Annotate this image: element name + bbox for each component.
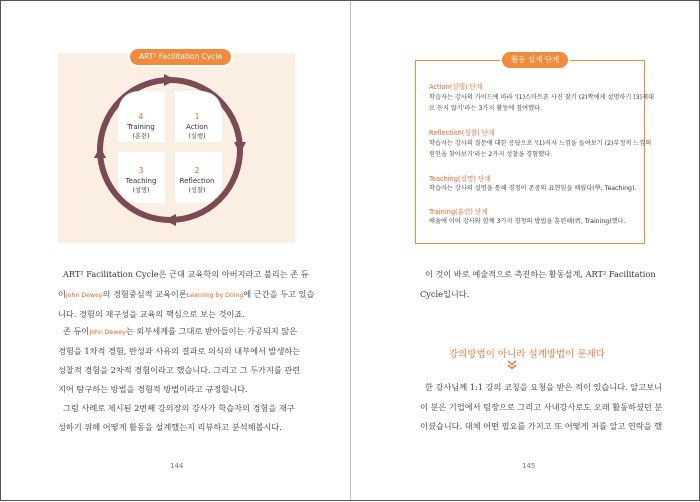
step-training-title: Training(훈련) 단계 [429,208,488,216]
quadrant-4-number: 4 [138,112,144,121]
step-action-line-1: 학습자는 강사의 가이드에 따라 '(1)스마트폰 사진 찾기 (2)짝에게 설명하기 (3)제대 [429,94,655,101]
quadrant-1-number: 1 [194,112,200,121]
quadrant-2-number: 2 [194,166,200,175]
double-chevron-down-icon [507,360,517,370]
step-reflection-line-1: 학습자는 강사의 질문에 대한 응답으로 '(1)저자 느낌을 들여보기 (2)부정적 느낌의 [429,140,652,147]
quadrant-2-korean: (성찰) [188,187,206,194]
john-dewey-inline-2: John Dewey [89,329,126,336]
l4-text-a: 존 듀이 [63,326,90,336]
arrowhead-top [164,74,176,86]
quadrant-1-name: Action [186,123,208,131]
right-body-line-1: 한 강사님께 1:1 강의 코칭을 요청을 받은 적이 있습니다. 알고보니 [425,382,662,392]
l2-text-b: 의 경험중심적 교육이론 [102,289,187,299]
l2-text-c: 에 근간을 두고 있습 [243,289,315,299]
left-body-line-6: 성찰적 경험을 2차적 경험이라고 했습니다. 그리고 그 두가지를 관련 [58,365,301,375]
quadrant-4-name: Training [127,123,155,131]
right-intro-line-1: 이 것이 바로 예술적으로 촉진하는 활동설계, ART² Facilitation [425,269,656,279]
left-body-line-4 [63,326,297,338]
step-action-line-2: 로 듣지 않기'라는 3가지 활동에 참여했다. [429,105,543,112]
right-body-line-2: 이 분은 기업에서 팀장으로 그리고 사내강사로도 오래 활동하셨던 분 [420,402,663,412]
page-number-right: 145 [522,462,536,470]
step-action-title: Action(실행) 단계 [429,83,483,91]
left-body-line-8: 그럼 사례로 제시된 2번째 강의장의 강사가 학습자의 경험을 재구 [63,403,295,413]
right-body-line-3: 이셨습니다. 대체 어떤 필요를 가지고 또 어떻게 저를 알고 연락을 했 [420,421,663,431]
right-intro-line-2: Cycle입니다. [420,289,470,299]
john-dewey-inline: John Dewey [65,292,103,299]
l4-text-b: 는 외부세계를 그대로 받아들이는 가공되지 않은 [125,326,298,336]
learning-by-doing-inline: Learning by Doing [186,292,244,299]
quadrant-2-name: Reflection [179,177,215,185]
step-training-line-1: 배움에 이어 강사와 함께 3가지 경청의 방법을 훈련해(習, Training)했다. [429,218,626,225]
arrowhead-right [234,142,246,154]
left-body-line-2 [58,289,314,301]
section-heading: 강의방법이 아니라 설계방법이 문제다 [449,349,605,360]
step-teaching-title: Teaching(설명) 단계 [429,175,491,183]
left-body-line-7: 지어 탐구하는 방법을 경험적 방법이라고 규정합니다. [58,384,248,394]
quadrant-3-korean: (설명) [132,187,150,194]
left-body-line-5: 경험을 1차적 경험, 반성과 사유의 결과로 의식의 내부에서 발생하는 [58,346,301,356]
left-body-line-9: 성하기 위해 어떻게 활동을 설계했는지 리뷰하고 분석해봅시다. [58,422,282,432]
quadrant-3-name: Teaching [125,177,157,185]
quadrant-1-korean: (실행) [188,133,206,140]
page-number-left: 144 [170,462,184,470]
step-reflection-title: Reflection(성찰) 단계 [429,129,495,137]
l2-text-a: 이 [58,289,66,299]
quadrant-4-korean: (훈련) [132,133,150,140]
quadrant-3-number: 3 [138,166,144,175]
step-reflection-line-2: 원인을 찾아보기'라는 2가지 성찰을 경험했다. [429,151,553,158]
arrowhead-bottom [164,214,176,226]
cycle-badge: ART² Facilitation Cycle [130,49,231,65]
left-body-line-1: ART² Facilitation Cycle은 근대 교육학의 아버지라고 불리는 존 듀 [63,269,309,279]
arrowhead-left [94,146,106,158]
step-teaching-line-1: 학습자는 강사의 설명을 통해 경청이 존중의 표현임을 배웠다(學, Teaching). [429,185,637,192]
steps-badge: 활동 설계 단계 [502,52,568,68]
left-body-line-3: 니다. 경험의 재구성을 교육의 핵심으로 보는 것이죠. [58,309,245,319]
